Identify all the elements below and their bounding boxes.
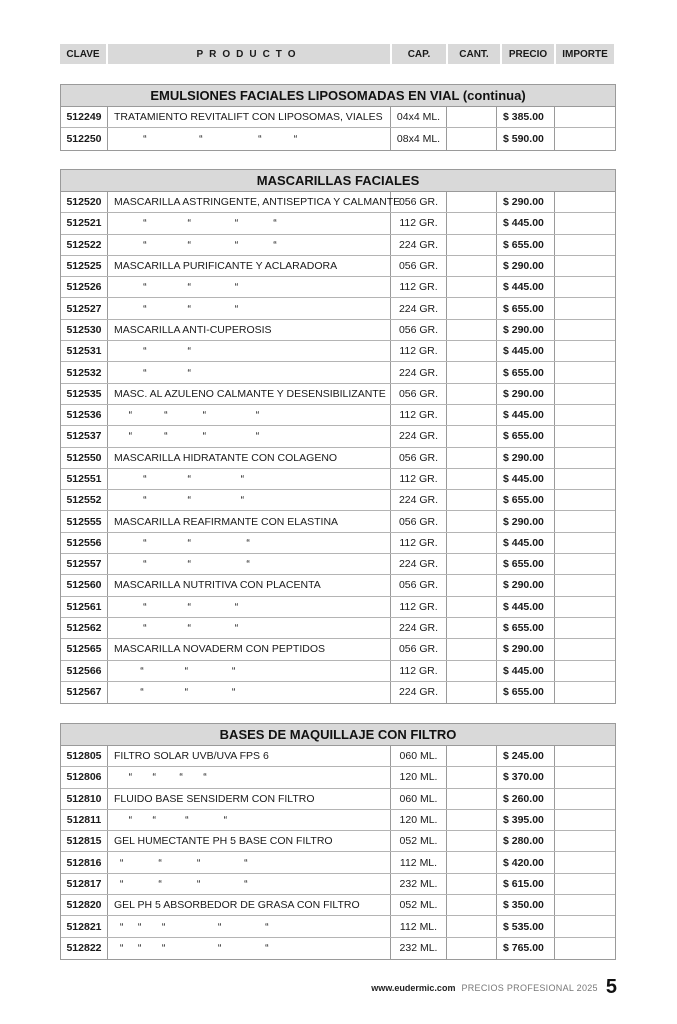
section-title: BASES DE MAQUILLAJE CON FILTRO <box>61 724 615 746</box>
table-row <box>61 746 615 767</box>
cap-cell: 224 GR. <box>391 426 447 446</box>
table-row <box>61 597 615 618</box>
producto-cell: “ “ “ “ <box>108 405 391 425</box>
producto-cell: “ “ “ “ “ <box>108 916 391 936</box>
precio-cell: $ 290.00 <box>497 384 555 404</box>
footer-url[interactable]: www.eudermic.com <box>371 982 456 993</box>
importe-cell[interactable] <box>555 852 615 872</box>
producto-cell: “ “ “ “ <box>108 852 391 872</box>
clave-cell: 512535 <box>61 384 108 404</box>
table-row <box>61 448 615 469</box>
cap-cell: 112 GR. <box>391 661 447 681</box>
table-row <box>61 384 615 405</box>
section-title: MASCARILLAS FACIALES <box>61 170 615 192</box>
producto-cell: GEL HUMECTANTE PH 5 BASE CON FILTRO <box>108 831 391 851</box>
table-row <box>61 575 615 596</box>
importe-cell[interactable] <box>555 405 615 425</box>
clave-cell: 512250 <box>61 128 108 149</box>
cant-cell[interactable] <box>447 277 497 297</box>
clave-cell: 512555 <box>61 511 108 531</box>
cap-cell: 120 ML. <box>391 810 447 830</box>
section-mascarillas <box>60 169 616 704</box>
cant-cell[interactable] <box>447 384 497 404</box>
precio-cell: $ 260.00 <box>497 789 555 809</box>
table-row <box>61 235 615 256</box>
producto-cell: GEL PH 5 ABSORBEDOR DE GRASA CON FILTRO <box>108 895 391 915</box>
cant-cell[interactable] <box>447 767 497 787</box>
cap-cell: 060 ML. <box>391 746 447 766</box>
clave-cell: 512526 <box>61 277 108 297</box>
section-bases-maquillaje <box>60 723 616 960</box>
cant-cell[interactable] <box>447 256 497 276</box>
cap-cell: 056 GR. <box>391 192 447 212</box>
precio-cell: $ 290.00 <box>497 639 555 659</box>
clave-cell: 512552 <box>61 490 108 510</box>
cant-cell[interactable] <box>447 575 497 595</box>
cant-cell[interactable] <box>447 874 497 894</box>
cant-cell[interactable] <box>447 426 497 446</box>
table-row <box>61 320 615 341</box>
cap-cell: 112 GR. <box>391 469 447 489</box>
page-number: 5 <box>605 976 617 998</box>
clave-cell: 512815 <box>61 831 108 851</box>
precio-cell: $ 290.00 <box>497 511 555 531</box>
producto-cell: MASCARILLA REAFIRMANTE CON ELASTINA <box>108 511 391 531</box>
importe-cell[interactable] <box>555 789 615 809</box>
precio-cell: $ 445.00 <box>497 277 555 297</box>
table-row <box>61 533 615 554</box>
cap-cell: 112 GR. <box>391 213 447 233</box>
cap-cell: 056 GR. <box>391 639 447 659</box>
cap-cell: 112 GR. <box>391 277 447 297</box>
header-precio: PRECIO <box>502 44 554 64</box>
table-row <box>61 192 615 213</box>
importe-cell[interactable] <box>555 277 615 297</box>
cant-cell[interactable] <box>447 916 497 936</box>
producto-cell: FILTRO SOLAR UVB/UVA FPS 6 <box>108 746 391 766</box>
table-row <box>61 511 615 532</box>
importe-cell[interactable] <box>555 511 615 531</box>
header-importe: IMPORTE <box>556 44 614 64</box>
importe-cell[interactable] <box>555 384 615 404</box>
producto-cell: “ “ “ <box>108 298 391 318</box>
cap-cell: 052 ML. <box>391 831 447 851</box>
clave-cell: 512810 <box>61 789 108 809</box>
cant-cell[interactable] <box>447 448 497 468</box>
producto-cell: “ “ “ <box>108 661 391 681</box>
clave-cell: 512562 <box>61 618 108 638</box>
clave-cell: 512249 <box>61 107 108 127</box>
column-header <box>60 44 616 64</box>
table-row <box>61 277 615 298</box>
table-row <box>61 341 615 362</box>
importe-cell[interactable] <box>555 426 615 446</box>
precio-cell: $ 445.00 <box>497 469 555 489</box>
precio-cell: $ 655.00 <box>497 682 555 703</box>
cap-cell: 060 ML. <box>391 789 447 809</box>
cap-cell: 056 GR. <box>391 256 447 276</box>
table-row <box>61 661 615 682</box>
clave-cell: 512811 <box>61 810 108 830</box>
precio-cell: $ 655.00 <box>497 362 555 382</box>
cap-cell: 112 ML. <box>391 852 447 872</box>
table-row <box>61 490 615 511</box>
precio-cell: $ 655.00 <box>497 298 555 318</box>
table-row <box>61 107 615 128</box>
table-row <box>61 256 615 277</box>
cap-cell: 056 GR. <box>391 511 447 531</box>
cap-cell: 056 GR. <box>391 320 447 340</box>
cap-cell: 056 GR. <box>391 448 447 468</box>
cap-cell: 224 GR. <box>391 618 447 638</box>
importe-cell[interactable] <box>555 107 615 127</box>
cant-cell[interactable] <box>447 639 497 659</box>
cap-cell: 112 ML. <box>391 916 447 936</box>
importe-cell[interactable] <box>555 192 615 212</box>
precio-cell: $ 290.00 <box>497 256 555 276</box>
cant-cell[interactable] <box>447 213 497 233</box>
precio-cell: $ 290.00 <box>497 575 555 595</box>
cant-cell[interactable] <box>447 810 497 830</box>
cant-cell[interactable] <box>447 490 497 510</box>
cant-cell[interactable] <box>447 128 497 149</box>
cant-cell[interactable] <box>447 618 497 638</box>
cap-cell: 08x4 ML. <box>391 128 447 149</box>
producto-cell: “ “ “ <box>108 597 391 617</box>
producto-cell: “ “ “ “ <box>108 874 391 894</box>
precio-cell: $ 290.00 <box>497 448 555 468</box>
precio-cell: $ 535.00 <box>497 916 555 936</box>
importe-cell[interactable] <box>555 298 615 318</box>
cap-cell: 232 ML. <box>391 874 447 894</box>
clave-cell: 512805 <box>61 746 108 766</box>
header-producto: PRODUCTO <box>108 44 390 64</box>
clave-cell: 512522 <box>61 235 108 255</box>
cant-cell[interactable] <box>447 895 497 915</box>
cap-cell: 224 GR. <box>391 682 447 703</box>
clave-cell: 512557 <box>61 554 108 574</box>
clave-cell: 512527 <box>61 298 108 318</box>
precio-cell: $ 655.00 <box>497 490 555 510</box>
table-row <box>61 554 615 575</box>
importe-cell[interactable] <box>555 213 615 233</box>
clave-cell: 512530 <box>61 320 108 340</box>
producto-cell: “ “ “ <box>108 554 391 574</box>
clave-cell: 512816 <box>61 852 108 872</box>
precio-cell: $ 655.00 <box>497 618 555 638</box>
clave-cell: 512536 <box>61 405 108 425</box>
section-emulsiones <box>60 84 616 151</box>
cant-cell[interactable] <box>447 554 497 574</box>
cant-cell[interactable] <box>447 938 497 959</box>
producto-cell: “ “ “ “ “ <box>108 938 391 959</box>
importe-cell[interactable] <box>555 831 615 851</box>
importe-cell[interactable] <box>555 448 615 468</box>
precio-cell: $ 655.00 <box>497 426 555 446</box>
clave-cell: 512822 <box>61 938 108 959</box>
cap-cell: 04x4 ML. <box>391 107 447 127</box>
table-row <box>61 874 615 895</box>
clave-cell: 512532 <box>61 362 108 382</box>
cant-cell[interactable] <box>447 533 497 553</box>
clave-cell: 512817 <box>61 874 108 894</box>
clave-cell: 512820 <box>61 895 108 915</box>
cap-cell: 232 ML. <box>391 938 447 959</box>
cap-cell: 052 ML. <box>391 895 447 915</box>
producto-cell: TRATAMIENTO REVITALIFT CON LIPOSOMAS, VIALES <box>108 107 391 127</box>
table-row <box>61 852 615 873</box>
clave-cell: 512525 <box>61 256 108 276</box>
table-row <box>61 469 615 490</box>
producto-cell: “ “ “ <box>108 277 391 297</box>
importe-cell[interactable] <box>555 767 615 787</box>
cant-cell[interactable] <box>447 341 497 361</box>
table-row <box>61 128 615 149</box>
importe-cell[interactable] <box>555 618 615 638</box>
clave-cell: 512531 <box>61 341 108 361</box>
importe-cell[interactable] <box>555 533 615 553</box>
precio-cell: $ 655.00 <box>497 554 555 574</box>
importe-cell[interactable] <box>555 235 615 255</box>
importe-cell[interactable] <box>555 639 615 659</box>
cant-cell[interactable] <box>447 320 497 340</box>
importe-cell[interactable] <box>555 661 615 681</box>
importe-cell[interactable] <box>555 341 615 361</box>
section-title: EMULSIONES FACIALES LIPOSOMADAS EN VIAL (continua) <box>61 85 615 107</box>
producto-cell: MASCARILLA ANTI-CUPEROSIS <box>108 320 391 340</box>
cant-cell[interactable] <box>447 405 497 425</box>
producto-cell: “ “ “ <box>108 682 391 703</box>
importe-cell[interactable] <box>555 128 615 149</box>
table-row <box>61 895 615 916</box>
precio-cell: $ 445.00 <box>497 533 555 553</box>
table-row <box>61 916 615 937</box>
producto-cell: “ “ “ “ <box>108 426 391 446</box>
importe-cell[interactable] <box>555 597 615 617</box>
importe-cell[interactable] <box>555 682 615 703</box>
precio-cell: $ 245.00 <box>497 746 555 766</box>
precio-cell: $ 655.00 <box>497 235 555 255</box>
importe-cell[interactable] <box>555 938 615 959</box>
cant-cell[interactable] <box>447 852 497 872</box>
precio-cell: $ 290.00 <box>497 320 555 340</box>
producto-cell: “ “ <box>108 362 391 382</box>
cant-cell[interactable] <box>447 597 497 617</box>
table-row <box>61 682 615 703</box>
clave-cell: 512567 <box>61 682 108 703</box>
precio-cell: $ 370.00 <box>497 767 555 787</box>
importe-cell[interactable] <box>555 469 615 489</box>
cap-cell: 224 GR. <box>391 362 447 382</box>
importe-cell[interactable] <box>555 362 615 382</box>
clave-cell: 512566 <box>61 661 108 681</box>
cant-cell[interactable] <box>447 682 497 703</box>
clave-cell: 512560 <box>61 575 108 595</box>
precio-cell: $ 765.00 <box>497 938 555 959</box>
importe-cell[interactable] <box>555 554 615 574</box>
precio-cell: $ 445.00 <box>497 213 555 233</box>
producto-cell: “ “ “ “ <box>108 213 391 233</box>
producto-cell: “ “ “ <box>108 490 391 510</box>
table-row <box>61 426 615 447</box>
clave-cell: 512561 <box>61 597 108 617</box>
clave-cell: 512565 <box>61 639 108 659</box>
producto-cell: MASCARILLA NOVADERM CON PEPTIDOS <box>108 639 391 659</box>
clave-cell: 512521 <box>61 213 108 233</box>
precio-cell: $ 590.00 <box>497 128 555 149</box>
producto-cell: MASCARILLA PURIFICANTE Y ACLARADORA <box>108 256 391 276</box>
table-row <box>61 789 615 810</box>
clave-cell: 512821 <box>61 916 108 936</box>
precio-cell: $ 445.00 <box>497 341 555 361</box>
cap-cell: 112 GR. <box>391 597 447 617</box>
cap-cell: 056 GR. <box>391 384 447 404</box>
clave-cell: 512551 <box>61 469 108 489</box>
cap-cell: 056 GR. <box>391 575 447 595</box>
cap-cell: 112 GR. <box>391 405 447 425</box>
producto-cell: MASC. AL AZULENO CALMANTE Y DESENSIBILIZANTE <box>108 384 391 404</box>
precio-cell: $ 445.00 <box>497 405 555 425</box>
table-row <box>61 831 615 852</box>
precio-cell: $ 395.00 <box>497 810 555 830</box>
cap-cell: 224 GR. <box>391 490 447 510</box>
importe-cell[interactable] <box>555 874 615 894</box>
precio-cell: $ 615.00 <box>497 874 555 894</box>
clave-cell: 512806 <box>61 767 108 787</box>
cant-cell[interactable] <box>447 469 497 489</box>
importe-cell[interactable] <box>555 320 615 340</box>
precio-cell: $ 350.00 <box>497 895 555 915</box>
importe-cell[interactable] <box>555 575 615 595</box>
table-row <box>61 213 615 234</box>
table-row <box>61 298 615 319</box>
producto-cell: “ “ “ “ <box>108 235 391 255</box>
importe-cell[interactable] <box>555 746 615 766</box>
footer-label: PRECIOS PROFESIONAL 2025 <box>461 982 598 993</box>
clave-cell: 512520 <box>61 192 108 212</box>
producto-cell: “ “ “ <box>108 533 391 553</box>
clave-cell: 512556 <box>61 533 108 553</box>
importe-cell[interactable] <box>555 490 615 510</box>
cant-cell[interactable] <box>447 235 497 255</box>
producto-cell: FLUIDO BASE SENSIDERM CON FILTRO <box>108 789 391 809</box>
producto-cell: “ “ <box>108 341 391 361</box>
cap-cell: 224 GR. <box>391 554 447 574</box>
cap-cell: 112 GR. <box>391 533 447 553</box>
clave-cell: 512550 <box>61 448 108 468</box>
cant-cell[interactable] <box>447 661 497 681</box>
precio-cell: $ 445.00 <box>497 597 555 617</box>
importe-cell[interactable] <box>555 895 615 915</box>
table-row <box>61 639 615 660</box>
importe-cell[interactable] <box>555 916 615 936</box>
clave-cell: 512537 <box>61 426 108 446</box>
precio-cell: $ 445.00 <box>497 661 555 681</box>
cant-cell[interactable] <box>447 831 497 851</box>
cant-cell[interactable] <box>447 362 497 382</box>
precio-cell: $ 280.00 <box>497 831 555 851</box>
precio-cell: $ 420.00 <box>497 852 555 872</box>
table-row <box>61 618 615 639</box>
producto-cell: MASCARILLA HIDRATANTE CON COLAGENO <box>108 448 391 468</box>
cap-cell: 224 GR. <box>391 235 447 255</box>
cap-cell: 224 GR. <box>391 298 447 318</box>
producto-cell: “ “ “ “ <box>108 128 391 149</box>
cant-cell[interactable] <box>447 192 497 212</box>
precio-cell: $ 385.00 <box>497 107 555 127</box>
cant-cell[interactable] <box>447 298 497 318</box>
table-row <box>61 938 615 959</box>
table-row <box>61 810 615 831</box>
header-cap: CAP. <box>392 44 446 64</box>
cant-cell[interactable] <box>447 107 497 127</box>
importe-cell[interactable] <box>555 256 615 276</box>
producto-cell: “ “ “ <box>108 618 391 638</box>
header-cant: CANT. <box>448 44 500 64</box>
cant-cell[interactable] <box>447 789 497 809</box>
producto-cell: “ “ “ <box>108 469 391 489</box>
table-row <box>61 767 615 788</box>
producto-cell: MASCARILLA ASTRINGENTE, ANTISEPTICA Y CALMANTE <box>108 192 391 212</box>
producto-cell: “ “ “ “ <box>108 810 391 830</box>
cap-cell: 120 ML. <box>391 767 447 787</box>
table-row <box>61 362 615 383</box>
cant-cell[interactable] <box>447 511 497 531</box>
importe-cell[interactable] <box>555 810 615 830</box>
header-clave: CLAVE <box>60 44 106 64</box>
table-row <box>61 405 615 426</box>
precio-cell: $ 290.00 <box>497 192 555 212</box>
page-footer <box>371 976 617 999</box>
cap-cell: 112 GR. <box>391 341 447 361</box>
producto-cell: “ “ “ “ <box>108 767 391 787</box>
cant-cell[interactable] <box>447 746 497 766</box>
producto-cell: MASCARILLA NUTRITIVA CON PLACENTA <box>108 575 391 595</box>
